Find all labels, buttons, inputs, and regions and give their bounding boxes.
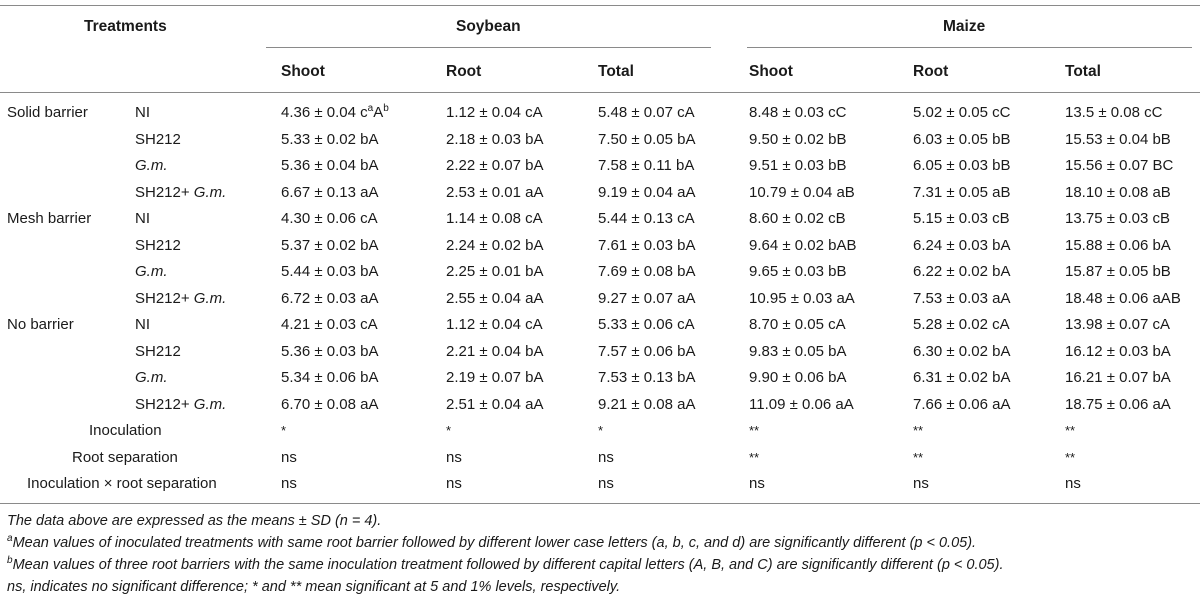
data-cell: 5.48 ± 0.07 cA [598, 104, 695, 121]
data-cell: 6.31 ± 0.02 bA [913, 369, 1011, 386]
data-cell: 13.75 ± 0.03 cB [1065, 210, 1170, 227]
subheader-4: Root [913, 63, 949, 80]
data-cell: 5.15 ± 0.03 cB [913, 210, 1010, 227]
treatment-gm: G.m. [193, 395, 227, 413]
subheader-3: Shoot [749, 63, 793, 80]
data-cell: 6.22 ± 0.02 bA [913, 263, 1011, 280]
data-cell: 1.12 ± 0.04 cA [446, 316, 543, 333]
treatment-label [135, 184, 226, 202]
header-soybean: Soybean [456, 18, 521, 35]
data-cell: 5.36 ± 0.03 bA [281, 342, 379, 360]
treatment-label: NI [135, 210, 150, 227]
data-cell: 2.55 ± 0.04 aA [446, 289, 544, 307]
significance-label: Root separation [72, 448, 178, 466]
significance-cell: ns [1065, 475, 1081, 492]
data-cell: 6.03 ± 0.05 bB [913, 130, 1011, 148]
significance-cell: ns [446, 475, 462, 492]
subheader-0: Shoot [281, 63, 325, 80]
data-cell: 7.69 ± 0.08 bA [598, 263, 696, 280]
data-cell: 5.34 ± 0.06 bA [281, 369, 379, 386]
significance-cell: ns [281, 475, 297, 492]
data-cell: 9.64 ± 0.02 bAB [749, 236, 857, 254]
data-cell: 2.19 ± 0.07 bA [446, 369, 544, 386]
data-cell: 2.18 ± 0.03 bA [446, 130, 544, 148]
significance-label: Inoculation [89, 422, 162, 439]
data-cell: 9.27 ± 0.07 aA [598, 289, 696, 307]
data-cell: 13.5 ± 0.08 cC [1065, 104, 1163, 121]
treatment-label: G.m. [135, 263, 168, 280]
data-cell: 10.79 ± 0.04 aB [749, 183, 855, 201]
header-bottom-rule [0, 92, 1200, 93]
data-cell: 18.75 ± 0.06 aA [1065, 395, 1171, 413]
data-cell: 5.44 ± 0.13 cA [598, 210, 695, 227]
data-cell: 9.21 ± 0.08 aA [598, 395, 696, 413]
data-cell: 2.25 ± 0.01 bA [446, 263, 544, 280]
significance-cell: ns [281, 448, 297, 466]
significance-cell: ** [1065, 423, 1076, 438]
data-cell: 7.57 ± 0.06 bA [598, 342, 696, 360]
data-cell: 5.28 ± 0.02 cA [913, 316, 1010, 333]
treatment-label: SH212 [135, 236, 181, 254]
significance-cell: * [281, 423, 287, 438]
treatment-gm: G.m. [193, 289, 227, 307]
data-cell: 9.83 ± 0.05 bA [749, 342, 847, 360]
footnote-mark-b: b [383, 103, 389, 114]
significance-cell: ns [913, 475, 929, 492]
data-cell-value: 4.36 ± 0.04 c [281, 104, 368, 121]
data-cell: 7.50 ± 0.05 bA [598, 130, 696, 148]
data-cell: 2.24 ± 0.02 bA [446, 236, 544, 254]
data-cell: 7.58 ± 0.11 bA [598, 157, 695, 174]
treatment-label: SH212 [135, 342, 181, 360]
data-cell [281, 104, 389, 122]
data-cell: 7.61 ± 0.03 bA [598, 236, 696, 254]
data-cell: 5.33 ± 0.02 bA [281, 130, 379, 148]
barrier-label: Mesh barrier [7, 210, 92, 227]
data-cell: 1.14 ± 0.08 cA [446, 210, 543, 227]
data-cell: 4.30 ± 0.06 cA [281, 210, 378, 227]
data-cell: 15.87 ± 0.05 bB [1065, 263, 1171, 280]
data-cell: 1.12 ± 0.04 cA [446, 104, 543, 121]
subheader-1: Root [446, 63, 482, 80]
significance-cell: ** [749, 449, 760, 465]
data-cell: 10.95 ± 0.03 aA [749, 289, 855, 307]
data-cell: 6.30 ± 0.02 bA [913, 342, 1011, 360]
significance-cell: * [598, 423, 604, 438]
barrier-label: No barrier [7, 316, 74, 333]
data-cell: 6.05 ± 0.03 bB [913, 157, 1011, 174]
data-cell: 16.12 ± 0.03 bA [1065, 342, 1171, 360]
data-cell: 9.65 ± 0.03 bB [749, 263, 847, 280]
data-cell: 7.53 ± 0.03 aA [913, 289, 1011, 307]
data-cell: 5.02 ± 0.05 cC [913, 104, 1011, 121]
data-cell: 15.56 ± 0.07 BC [1065, 157, 1174, 174]
treatment-label: G.m. [135, 369, 168, 386]
data-cell: 15.53 ± 0.04 bB [1065, 130, 1171, 148]
data-cell: 2.51 ± 0.04 aA [446, 395, 544, 413]
treatment-label [135, 396, 226, 414]
footnote-lowercase: $^a$Mean values of inoculated treatments with same root barrier followed by different lower case letters (a, b, c, and d) are significantly different (p < 0.05). [7, 533, 977, 551]
footnote-means: The data above are expressed as the means ± SD (n = 4). [7, 513, 382, 529]
footnote-ns: ns, indicates no significant difference; * and ** mean significant at 5 and 1% levels, respectively. [7, 579, 621, 595]
footnote-mark-a: a [367, 103, 374, 114]
header-maize: Maize [943, 18, 986, 35]
significance-cell: ns [598, 475, 614, 492]
data-cell: 9.51 ± 0.03 bB [749, 157, 847, 174]
subheader-5: Total [1065, 63, 1101, 80]
significance-label: Inoculation × root separation [27, 475, 217, 492]
data-cell: 8.48 ± 0.03 cC [749, 104, 847, 121]
data-cell: 5.33 ± 0.06 cA [598, 316, 695, 333]
data-cell: 2.21 ± 0.04 bA [446, 342, 544, 360]
data-cell: 8.60 ± 0.02 cB [749, 210, 846, 227]
data-cell: 5.37 ± 0.02 bA [281, 236, 379, 254]
treatment-label: NI [135, 316, 150, 333]
maize-span-rule [747, 47, 1192, 48]
data-cell: 9.50 ± 0.02 bB [749, 130, 847, 148]
significance-cell: ns [598, 448, 614, 466]
significance-cell: * [446, 423, 452, 438]
significance-cell: ns [749, 475, 765, 492]
treatment-strain: SH212+ [135, 289, 194, 307]
data-cell: 11.09 ± 0.06 aA [749, 395, 854, 413]
data-cell: 9.90 ± 0.06 bA [749, 369, 847, 386]
treatment-label [135, 290, 226, 308]
data-cell: 18.10 ± 0.08 aB [1065, 183, 1171, 201]
footnote-capital: $^b$Mean values of three root barriers with the same inoculation treatment followed by different capital letters (A, B, and C) are significantly different (p < 0.05). [7, 555, 1004, 573]
data-cell: 8.70 ± 0.05 cA [749, 316, 846, 333]
data-cell: 4.21 ± 0.03 cA [281, 316, 378, 333]
significance-cell: ** [749, 423, 760, 438]
significance-cell: ns [446, 448, 462, 466]
treatment-label: SH212 [135, 130, 181, 148]
data-cell: 2.22 ± 0.07 bA [446, 157, 544, 174]
data-cell: 15.88 ± 0.06 bA [1065, 236, 1171, 254]
data-cell: 5.36 ± 0.04 bA [281, 157, 379, 174]
significance-cell: ** [913, 423, 924, 438]
data-cell: 18.48 ± 0.06 aAB [1065, 289, 1181, 307]
treatment-gm: G.m. [193, 183, 227, 201]
data-cell: 6.72 ± 0.03 aA [281, 289, 379, 307]
top-rule [0, 5, 1200, 6]
data-cell: 7.66 ± 0.06 aA [913, 395, 1011, 413]
header-treatments: Treatments [84, 18, 167, 35]
data-cell: 6.70 ± 0.08 aA [281, 395, 379, 413]
treatment-strain: SH212+ [135, 395, 194, 413]
data-cell: 6.24 ± 0.03 bA [913, 236, 1011, 254]
data-cell: 7.53 ± 0.13 bA [598, 369, 696, 386]
data-cell: 16.21 ± 0.07 bA [1065, 369, 1171, 386]
data-cell: 5.44 ± 0.03 bA [281, 263, 379, 280]
significance-cell: ** [913, 449, 924, 465]
barrier-label: Solid barrier [7, 104, 88, 121]
data-cell: 7.31 ± 0.05 aB [913, 183, 1011, 201]
treatment-label: NI [135, 104, 150, 121]
significance-cell: ** [1065, 449, 1076, 465]
data-cell: 2.53 ± 0.01 aA [446, 183, 544, 201]
data-cell: 13.98 ± 0.07 cA [1065, 316, 1170, 333]
soybean-span-rule [266, 47, 711, 48]
data-cell: 9.19 ± 0.04 aA [598, 183, 696, 201]
data-cell-group: A [373, 104, 384, 121]
treatment-strain: SH212+ [135, 183, 194, 201]
data-cell: 6.67 ± 0.13 aA [281, 183, 379, 201]
table-bottom-rule [0, 503, 1200, 504]
treatment-label: G.m. [135, 157, 168, 174]
subheader-2: Total [598, 63, 634, 80]
